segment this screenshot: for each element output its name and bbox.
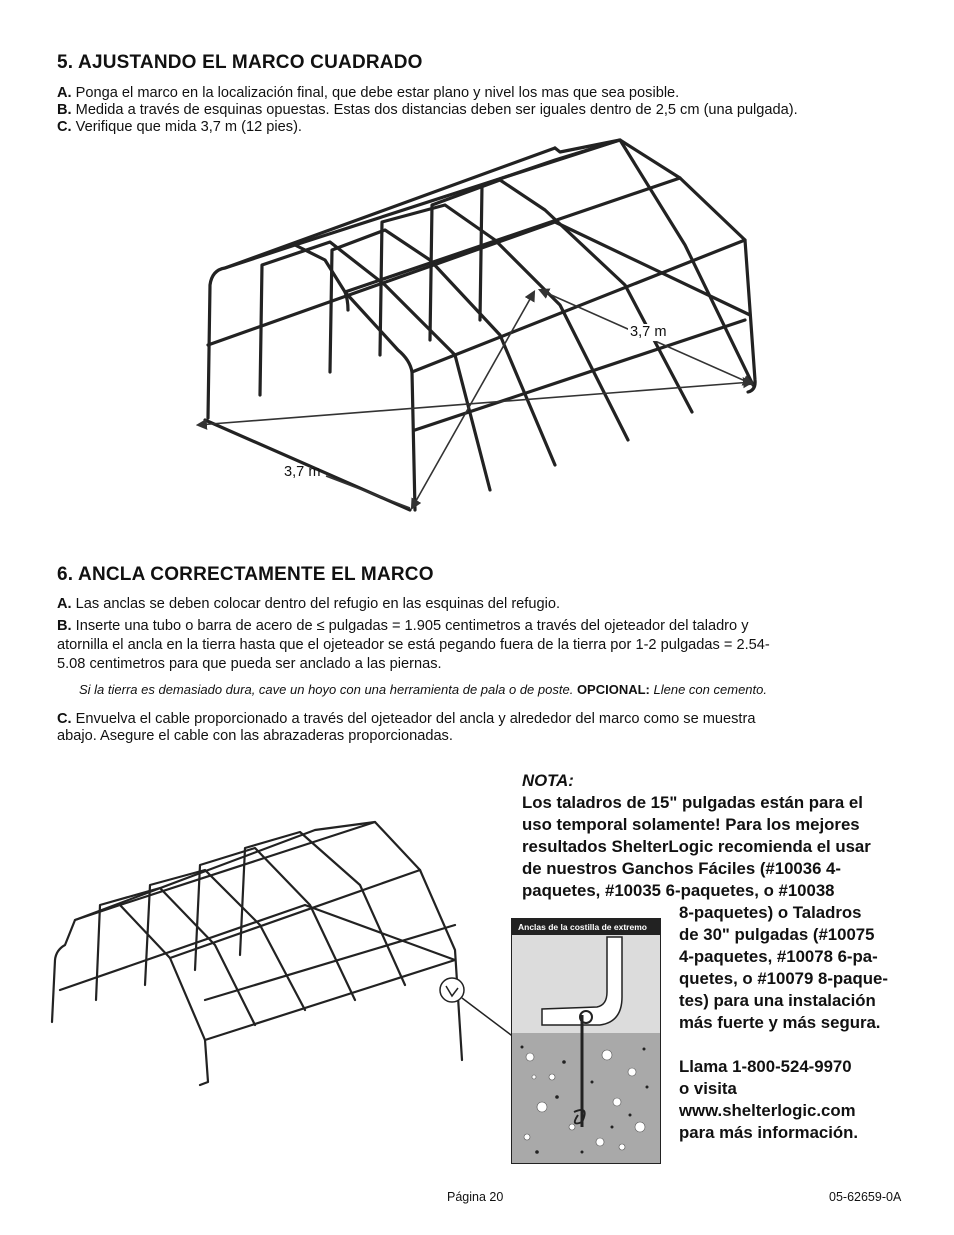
- nota-line: resultados ShelterLogic recomienda el usar: [522, 837, 871, 856]
- optional-text: Llene con cemento.: [653, 682, 767, 697]
- document-code: 05-62659-0A: [829, 1190, 902, 1204]
- nota-line: paquetes, #10035 6-paquetes, o #10038: [522, 881, 835, 900]
- item-label: C.: [57, 119, 72, 135]
- anchor-drawing: [512, 937, 660, 1163]
- nota-block-indented: [679, 902, 888, 1144]
- nota-block: [522, 770, 871, 902]
- item-text: Verifique que mida 3,7 m (12 pies).: [75, 119, 302, 135]
- nota-line: Los taladros de 15" pulgadas están para el: [522, 793, 863, 812]
- nota-line: de 30" pulgadas (#10075: [679, 925, 875, 944]
- section5-heading: 5. AJUSTANDO EL MARCO CUADRADO: [57, 52, 423, 73]
- nota-title: NOTA:: [522, 771, 574, 790]
- section6-heading: 6. ANCLA CORRECTAMENTE EL MARCO: [57, 564, 434, 585]
- nota-line: más fuerte y más segura.: [679, 1013, 881, 1032]
- item-text-line2: atornilla el ancla en la tierra hasta que el ojeteador se está pegando fuera de la tierra por 1-2 pulgadas = 2.54-: [57, 637, 770, 653]
- item-label: B.: [57, 102, 72, 118]
- nota-line: 8-paquetes) o Taladros: [679, 903, 862, 922]
- nota-line: de nuestros Ganchos Fáciles (#10036 4-: [522, 859, 841, 878]
- contact-phone: Llama 1-800-524-9970: [679, 1057, 852, 1076]
- anchor-illustration-title: Anclas de la costilla de extremo: [512, 919, 660, 935]
- nota-line: uso temporal solamente! Para los mejores: [522, 815, 860, 834]
- measure-label-diagonal-2: 3,7 m: [284, 464, 321, 480]
- item-text-line3: 5.08 centimetros para que pueda ser anclado a las piernas.: [57, 656, 442, 672]
- nota-line: 4-paquetes, #10078 6-pa-: [679, 947, 878, 966]
- contact-website-link[interactable]: www.shelterlogic.com: [679, 1101, 856, 1120]
- nota-line: tes) para una instalación: [679, 991, 876, 1010]
- optional-label: OPCIONAL:: [576, 682, 650, 697]
- item-label: A.: [57, 596, 72, 612]
- item-text-line2: abajo. Asegure el cable con las abrazaderas proporcionadas.: [57, 728, 453, 744]
- item-label: A.: [57, 85, 72, 101]
- item-text: Envuelva el cable proporcionado a través del ojeteador del ancla y alrededor del marco como se muestra: [75, 711, 756, 727]
- item-label: B.: [57, 618, 72, 634]
- nota-line: quetes, o #10079 8-paque-: [679, 969, 888, 988]
- anchor-illustration: [511, 918, 661, 1164]
- item-text: Las anclas se deben colocar dentro del refugio en las esquinas del refugio.: [75, 596, 561, 612]
- measure-label-diagonal-1: 3,7 m: [630, 324, 667, 340]
- contact-more-info: para más información.: [679, 1123, 859, 1142]
- page-number: Página 20: [447, 1190, 504, 1204]
- item-label: C.: [57, 711, 72, 727]
- item-text: Ponga el marco en la localización final, que debe estar plano y nivel los mas que sea posible.: [75, 85, 680, 101]
- note-text: Si la tierra es demasiado dura, cave un hoyo con una herramienta de pala o de poste.: [79, 682, 574, 697]
- item-text: Inserte una tubo o barra de acero de ≤ pulgadas = 1.905 centimetros a través del ojeteador del taladro y: [75, 618, 749, 634]
- contact-visit: o visita: [679, 1079, 737, 1098]
- item-text: Medida a través de esquinas opuestas. Estas dos distancias deben ser iguales dentro de 2,5 cm (una pulgada).: [75, 102, 798, 118]
